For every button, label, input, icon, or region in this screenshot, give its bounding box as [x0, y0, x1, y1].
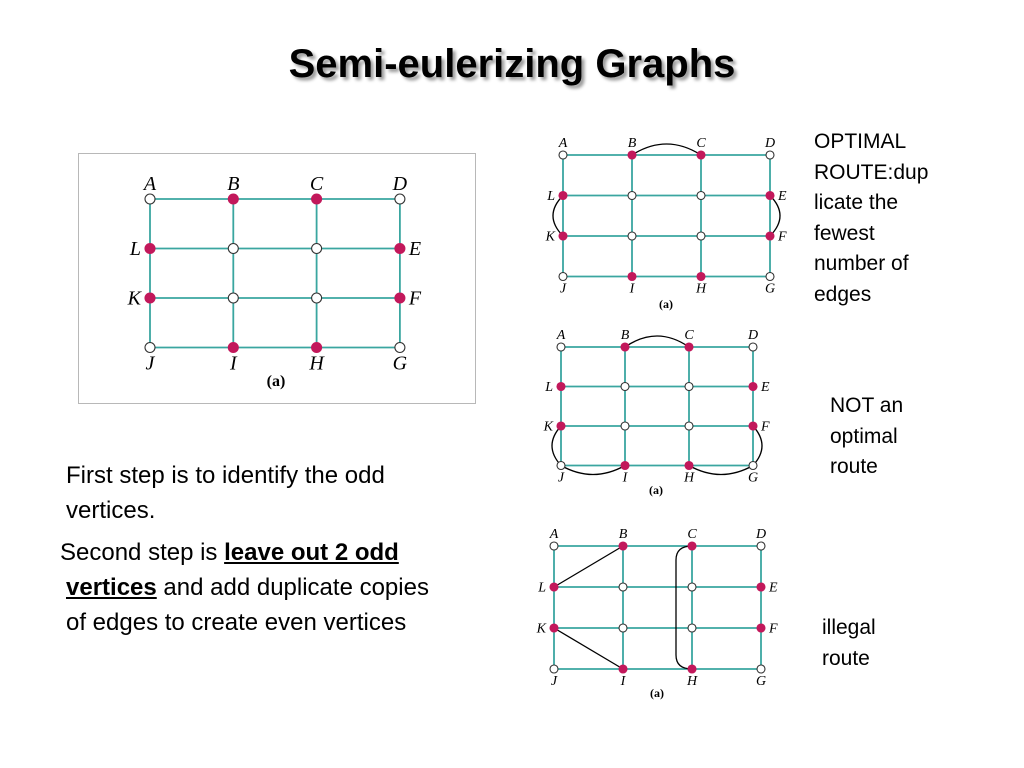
- odd-vertex: [749, 383, 757, 391]
- odd-vertex: [557, 383, 565, 391]
- duplicate-edge-j-i: [561, 466, 625, 475]
- duplicate-edge-b-c: [632, 144, 701, 155]
- second-step-emphasis: leave out 2 odd vertices: [66, 539, 399, 601]
- illegal-route-graph: [525, 520, 805, 700]
- odd-vertex: [688, 665, 696, 673]
- odd-vertex: [619, 665, 627, 673]
- note-line: route: [822, 646, 870, 670]
- vertex-label: K: [543, 419, 553, 435]
- note-line: NOT an: [830, 394, 904, 417]
- duplicate-edge-b-c: [625, 336, 689, 347]
- note-line: licate the: [814, 191, 899, 214]
- note-line: optimal: [830, 424, 898, 448]
- figure-caption: (a): [650, 686, 664, 700]
- odd-vertex: [145, 244, 155, 254]
- odd-vertex: [688, 542, 696, 550]
- odd-vertex: [228, 194, 238, 204]
- odd-vertex: [749, 422, 757, 430]
- odd-vertex: [312, 343, 322, 353]
- even-vertex: [145, 343, 155, 353]
- vertex-label: B: [620, 328, 630, 343]
- odd-vertex: [559, 232, 567, 240]
- odd-vertex: [145, 293, 155, 303]
- note-line: ROUTE:dup: [814, 160, 929, 184]
- even-vertex: [688, 583, 696, 591]
- odd-vertex: [628, 273, 636, 281]
- vertex-label: A: [558, 136, 568, 151]
- vertex-label: B: [618, 527, 628, 542]
- duplicate-edge-h-g: [689, 466, 753, 475]
- vertex-label: A: [556, 328, 566, 343]
- vertex-label: K: [127, 287, 141, 310]
- slide-title: Semi-eulerizing Graphs: [288, 42, 736, 86]
- vertex-label: J: [559, 281, 567, 297]
- note-line: OPTIMAL: [814, 130, 907, 153]
- odd-vertex: [550, 624, 558, 632]
- vertex-label: I: [629, 281, 635, 297]
- vertex-label: J: [557, 470, 565, 486]
- even-vertex: [550, 542, 558, 550]
- odd-vertex: [621, 462, 629, 470]
- vertex-label: E: [778, 189, 787, 205]
- vertex-label: G: [747, 470, 759, 486]
- even-vertex: [619, 583, 627, 591]
- vertex-label: H: [683, 470, 695, 486]
- vertex-label: H: [686, 673, 698, 689]
- note-line: illegal: [822, 616, 876, 639]
- vertex-label: E: [769, 580, 778, 596]
- second-step-suffix: and add duplicate copies of edges to create even vertices: [66, 574, 429, 636]
- even-vertex: [145, 194, 155, 204]
- vertex-label: G: [392, 352, 408, 375]
- optimal-route-note: [814, 127, 928, 310]
- even-vertex: [559, 151, 567, 159]
- vertex-label: H: [309, 352, 324, 375]
- even-vertex: [395, 194, 405, 204]
- odd-vertex: [685, 462, 693, 470]
- even-vertex: [619, 624, 627, 632]
- vertex-label: D: [392, 173, 408, 195]
- illegal-edge-c-h: [676, 546, 692, 669]
- vertex-label: C: [687, 527, 697, 542]
- note-line: fewest: [814, 221, 875, 245]
- even-vertex: [312, 244, 322, 254]
- illegal-edge-l-b: [554, 546, 623, 587]
- even-vertex: [685, 383, 693, 391]
- vertex-label: G: [764, 281, 776, 297]
- vertex-label: H: [695, 281, 707, 297]
- even-vertex: [312, 293, 322, 303]
- vertex-label: A: [143, 173, 157, 195]
- even-vertex: [550, 665, 558, 673]
- not-optimal-route-graph: [530, 325, 810, 497]
- odd-vertex: [550, 583, 558, 591]
- odd-vertex: [628, 151, 636, 159]
- even-vertex: [697, 232, 705, 240]
- odd-vertex: [766, 232, 774, 240]
- vertex-label: G: [755, 673, 767, 689]
- even-vertex: [557, 462, 565, 470]
- second-step-prefix: Second step is: [60, 539, 225, 566]
- duplicate-edge-k-j: [552, 426, 561, 466]
- odd-vertex: [697, 273, 705, 281]
- odd-vertex: [395, 244, 405, 254]
- even-vertex: [395, 343, 405, 353]
- second-step-text: [60, 535, 446, 640]
- vertex-label: L: [538, 580, 546, 596]
- vertex-label: C: [309, 173, 324, 195]
- even-vertex: [559, 273, 567, 281]
- odd-vertex: [766, 192, 774, 200]
- odd-vertex: [685, 343, 693, 351]
- vertex-label: J: [145, 352, 155, 375]
- odd-vertex: [697, 151, 705, 159]
- illegal-edge-k-i: [554, 628, 623, 669]
- figure-caption: (a): [659, 297, 673, 311]
- vertex-label: E: [408, 238, 422, 261]
- figure-caption: (a): [266, 373, 286, 390]
- vertex-label: I: [622, 470, 628, 486]
- even-vertex: [757, 665, 765, 673]
- vertex-label: C: [696, 136, 706, 151]
- even-vertex: [628, 192, 636, 200]
- vertex-label: E: [761, 380, 770, 396]
- even-vertex: [749, 343, 757, 351]
- even-vertex: [628, 232, 636, 240]
- even-vertex: [557, 343, 565, 351]
- even-vertex: [766, 273, 774, 281]
- note-line: edges: [814, 282, 872, 306]
- even-vertex: [228, 244, 238, 254]
- optimal-route-graph: [530, 130, 810, 311]
- note-line: number of: [814, 252, 909, 275]
- odd-vertex: [619, 542, 627, 550]
- not-optimal-route-note: [830, 391, 903, 483]
- vertex-label: I: [620, 673, 626, 689]
- even-vertex: [685, 422, 693, 430]
- odd-vertex: [312, 194, 322, 204]
- note-line: route: [830, 455, 878, 478]
- vertex-label: C: [684, 328, 694, 343]
- odd-vertex: [557, 422, 565, 430]
- odd-vertex: [757, 624, 765, 632]
- vertex-label: D: [764, 136, 776, 151]
- vertex-label: D: [755, 527, 767, 542]
- vertex-label: L: [129, 238, 141, 261]
- odd-vertex: [395, 293, 405, 303]
- even-vertex: [757, 542, 765, 550]
- vertex-label: L: [545, 380, 553, 396]
- even-vertex: [228, 293, 238, 303]
- main-graph: [78, 153, 476, 404]
- odd-vertex: [621, 343, 629, 351]
- vertex-label: B: [627, 136, 637, 151]
- vertex-label: F: [778, 229, 787, 245]
- vertex-label: L: [547, 189, 555, 205]
- even-vertex: [749, 462, 757, 470]
- first-step-text: First step is to identify the odd vertices.: [66, 462, 385, 524]
- vertex-label: A: [549, 527, 559, 542]
- vertex-label: K: [536, 621, 546, 637]
- illegal-route-note: [822, 613, 876, 674]
- vertex-label: F: [769, 621, 778, 637]
- odd-vertex: [559, 192, 567, 200]
- odd-vertex: [757, 583, 765, 591]
- vertex-label: F: [408, 287, 422, 310]
- even-vertex: [621, 422, 629, 430]
- vertex-label: B: [227, 173, 240, 195]
- vertex-label: J: [550, 673, 558, 689]
- vertex-label: D: [747, 328, 759, 343]
- even-vertex: [766, 151, 774, 159]
- vertex-label: K: [545, 229, 555, 245]
- vertex-label: F: [761, 419, 770, 435]
- vertex-label: I: [229, 352, 237, 375]
- even-vertex: [697, 192, 705, 200]
- figure-caption: (a): [649, 483, 663, 497]
- even-vertex: [621, 383, 629, 391]
- odd-vertex: [228, 343, 238, 353]
- even-vertex: [688, 624, 696, 632]
